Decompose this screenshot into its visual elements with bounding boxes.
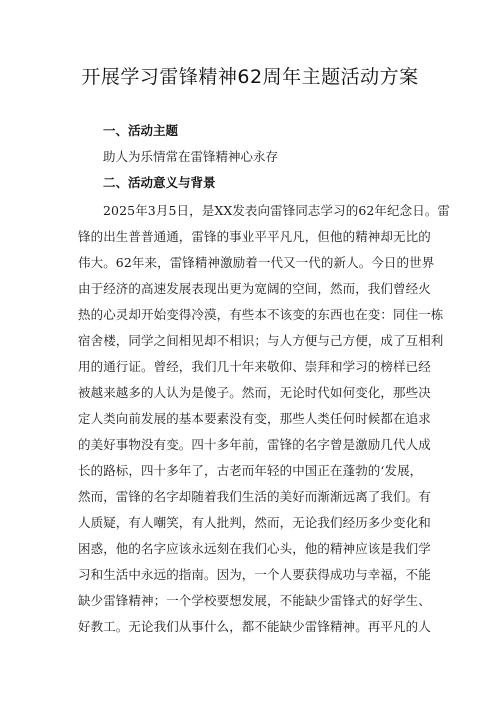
paragraph-line: 的美好事物没有变。四十多年前，雷锋的名字曾是激励几代人成 — [78, 437, 431, 452]
paragraph-line: 由于经济的高速发展表现出更为宽阔的空间，然而，我们曾经火 — [78, 281, 431, 296]
paragraph-line: 伟大。62年来，雷锋精神激励着一代又一代的新人。今日的世界 — [78, 255, 435, 270]
theme-text: 助人为乐情常在雷锋精神心永存 — [103, 149, 279, 164]
section-heading-theme: 一、活动主题 — [103, 123, 179, 138]
paragraph-line: 人质疑，有人嘲笑，有人批判，然而，无论我们经历多少变化和 — [78, 515, 431, 530]
paragraph-line: 被越来越多的人认为是傻子。然而，无论时代如何变化，那些决 — [78, 385, 431, 400]
document-body — [78, 118, 451, 640]
paragraph-line: 习和生活中永远的指南。因为，一个人要获得成功与幸福，不能 — [78, 567, 431, 582]
paragraph-line: 热的心灵却开始变得冷漠，有些本不该变的东西也在变：同住一栋 — [78, 307, 444, 322]
paragraph-line: 宿舍楼，同学之间相见却不相识；与人方便与己方便，成了互相利 — [78, 333, 444, 348]
paragraph-line: 好教工。无论我们从事什么，都不能缺少雷锋精神。再平凡的人 — [78, 619, 431, 634]
section-heading-background: 二、活动意义与背景 — [103, 175, 216, 190]
paragraph-line: 长的路标，四十多年了，古老而年轻的中国正在蓬勃的‘发展， — [78, 463, 423, 478]
paragraph-line: 缺少雷锋精神；一个学校要想发展，不能缺少雷锋式的好学生、 — [78, 593, 431, 608]
paragraph-line: 困惑，他的名字应该永远刻在我们心头，他的精神应该是我们学 — [78, 541, 431, 556]
paragraph-line: 锋的出生普普通通，雷锋的事业平平凡凡，但他的精神却无比的 — [78, 229, 431, 244]
paragraph-line: 用的通行证。曾经，我们几十年来敬仰、崇拜和学习的榜样已经 — [78, 359, 431, 374]
background-paragraph — [78, 198, 451, 640]
paragraph-line: 定人类向前发展的基本要素没有变，那些人类任何时候都在追求 — [78, 411, 431, 426]
paragraph-line: 2025年3月5日，是XX发表向雷锋同志学习的62年纪念日。雷 — [103, 203, 451, 218]
document-title: 开展学习雷锋精神62周年主题活动方案 — [81, 66, 419, 88]
paragraph-line: 然而，雷锋的名字却随着我们生活的美好而渐渐远离了我们。有 — [78, 489, 431, 504]
